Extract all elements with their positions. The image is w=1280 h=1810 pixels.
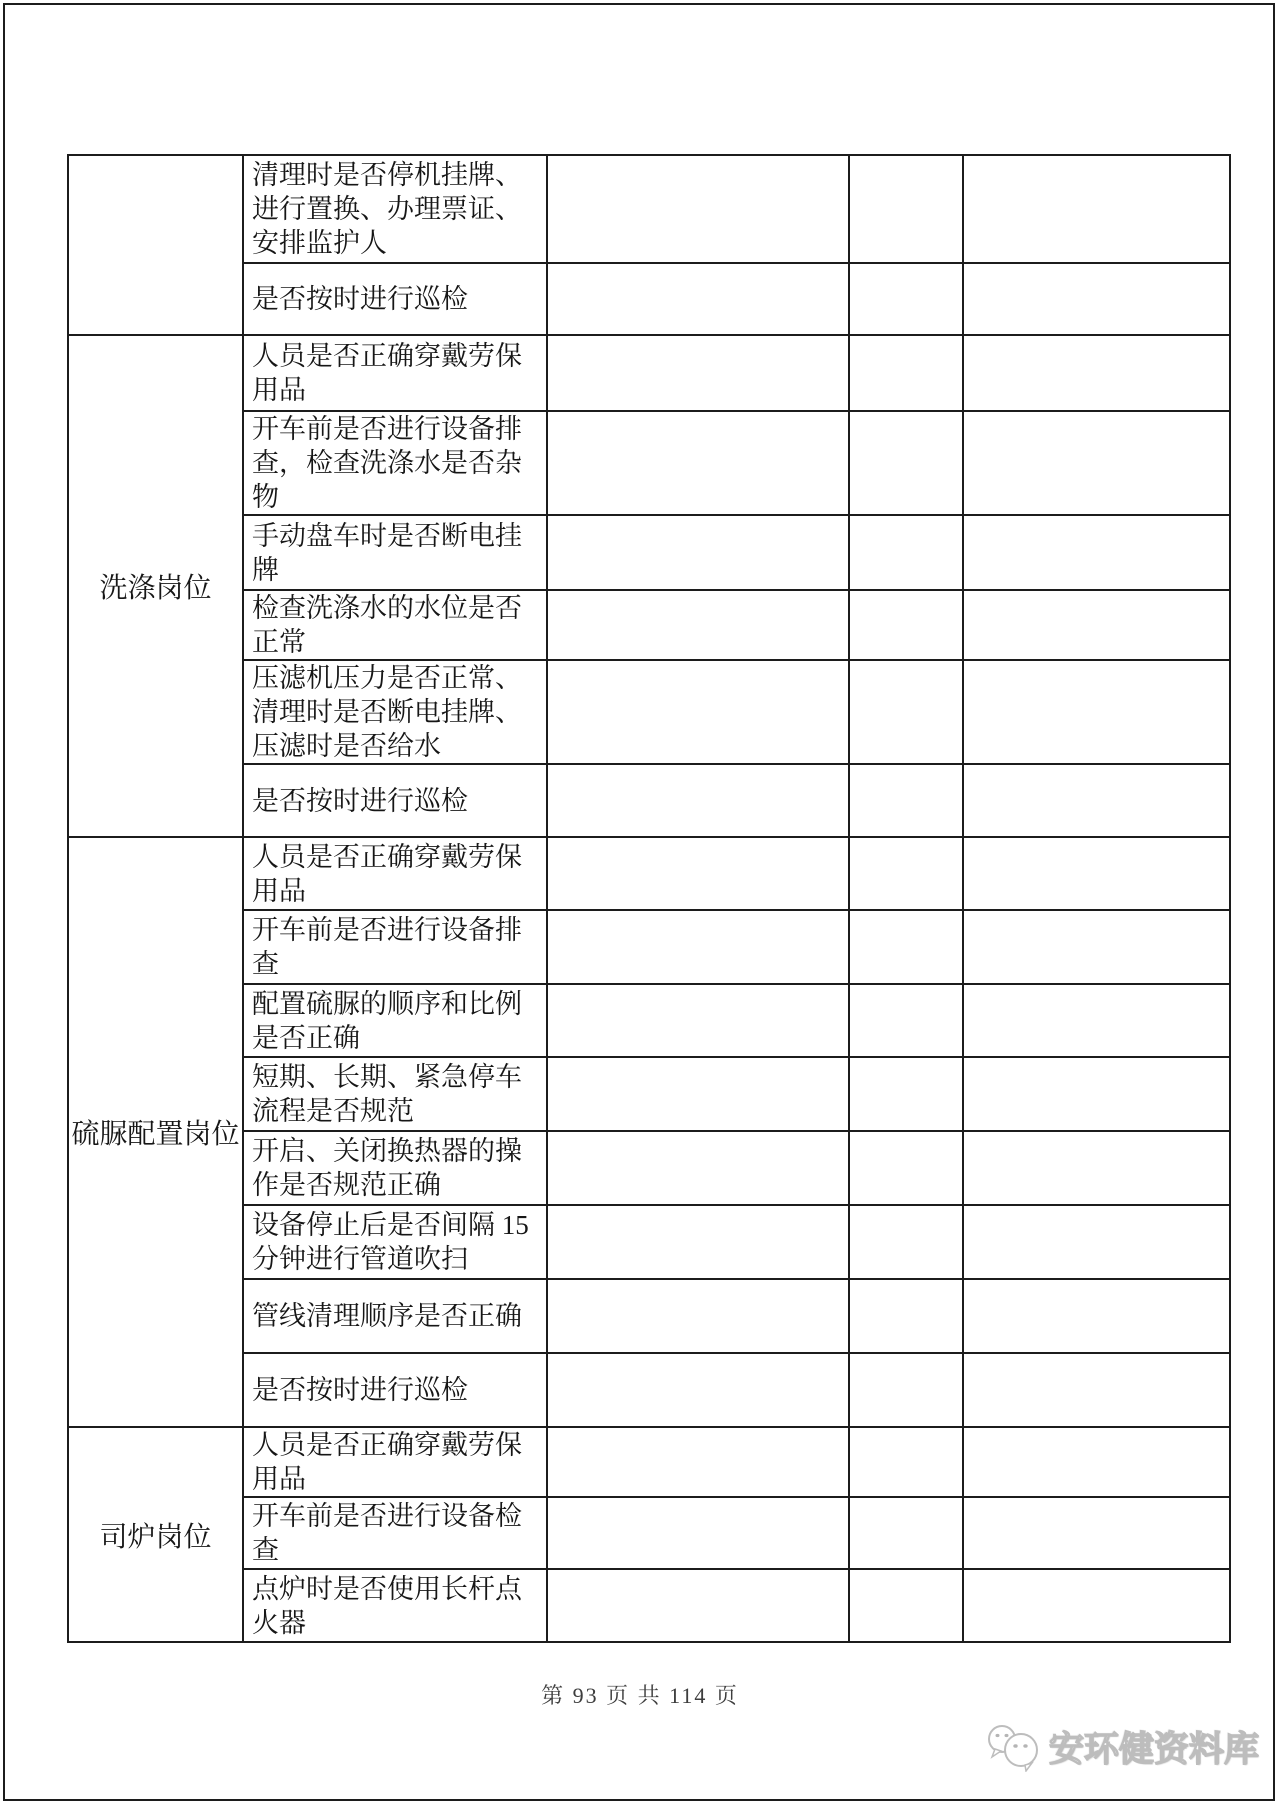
empty-cell [849,1279,963,1353]
table-row [68,660,1230,764]
empty-cell [963,1131,1230,1205]
empty-cell [963,515,1230,590]
empty-cell [547,411,849,515]
empty-cell [547,335,849,411]
empty-cell [849,1205,963,1279]
empty-cell [963,1569,1230,1642]
check-item-cell: 短期、长期、紧急停车流程是否规范 [243,1057,547,1131]
table-row [68,411,1230,515]
watermark-text: 安环健资料库 [1049,1730,1260,1769]
position-cell: 司炉岗位 [68,1427,243,1642]
empty-cell [547,660,849,764]
check-item-cell: 手动盘车时是否断电挂牌 [243,515,547,590]
empty-cell [547,1569,849,1642]
empty-cell [849,335,963,411]
check-item-cell: 清理时是否停机挂牌、进行置换、办理票证、安排监护人 [243,155,547,263]
empty-cell [547,764,849,837]
check-item-cell: 设备停止后是否间隔 15 分钟进行管道吹扫 [243,1205,547,1279]
empty-cell [963,335,1230,411]
empty-cell [963,411,1230,515]
check-item-cell: 检查洗涤水的水位是否正常 [243,590,547,660]
empty-cell [963,1205,1230,1279]
check-item-cell: 是否按时进行巡检 [243,764,547,837]
empty-cell [849,984,963,1057]
empty-cell [849,155,963,263]
page-number-footer: 第 93 页 共 114 页 [541,1683,739,1708]
inspection-checklist-table [67,154,1231,1643]
empty-cell [849,764,963,837]
check-item-cell: 开车前是否进行设备检查 [243,1497,547,1569]
table-row [68,590,1230,660]
empty-cell [547,837,849,910]
empty-cell [849,515,963,590]
empty-cell [963,764,1230,837]
empty-cell [849,1427,963,1497]
empty-cell [547,1057,849,1131]
empty-cell [849,837,963,910]
empty-cell [849,263,963,335]
check-item-cell: 人员是否正确穿戴劳保用品 [243,335,547,411]
empty-cell [963,1353,1230,1427]
empty-cell [849,1497,963,1569]
table-row [68,335,1230,411]
check-item-cell: 管线清理顺序是否正确 [243,1279,547,1353]
empty-cell [849,1353,963,1427]
empty-cell [547,1205,849,1279]
empty-cell [963,910,1230,984]
empty-cell [547,910,849,984]
table-row [68,1353,1230,1427]
empty-cell [963,263,1230,335]
position-cell [68,155,243,335]
check-item-cell: 点炉时是否使用长杆点火器 [243,1569,547,1642]
empty-cell [547,1131,849,1205]
empty-cell [547,1279,849,1353]
watermark [985,1722,1259,1772]
check-item-cell: 开车前是否进行设备排查，检查洗涤水是否杂物 [243,411,547,515]
empty-cell [547,590,849,660]
check-item-cell: 压滤机压力是否正常、清理时是否断电挂牌、压滤时是否给水 [243,660,547,764]
table-row [68,837,1230,910]
position-cell: 硫脲配置岗位 [68,837,243,1427]
empty-cell [963,155,1230,263]
check-item-cell: 配置硫脲的顺序和比例是否正确 [243,984,547,1057]
check-item-cell: 是否按时进行巡检 [243,263,547,335]
empty-cell [547,263,849,335]
empty-cell [963,984,1230,1057]
position-cell: 洗涤岗位 [68,335,243,837]
empty-cell [963,1497,1230,1569]
empty-cell [963,660,1230,764]
empty-cell [963,1279,1230,1353]
table-row [68,1427,1230,1497]
empty-cell [849,660,963,764]
empty-cell [547,1497,849,1569]
table-row [68,764,1230,837]
empty-cell [547,155,849,263]
table-row [68,1205,1230,1279]
check-item-cell: 开车前是否进行设备排查 [243,910,547,984]
empty-cell [547,984,849,1057]
table-row [68,515,1230,590]
table-row [68,1131,1230,1205]
empty-cell [849,411,963,515]
empty-cell [849,1569,963,1642]
table-row [68,1057,1230,1131]
table-row [68,155,1230,263]
empty-cell [963,837,1230,910]
empty-cell [849,910,963,984]
empty-cell [547,1427,849,1497]
chat-bubbles-watermark-icon [985,1722,1043,1772]
table-row [68,984,1230,1057]
empty-cell [849,1131,963,1205]
empty-cell [963,1427,1230,1497]
empty-cell [547,515,849,590]
empty-cell [849,1057,963,1131]
table-row [68,1569,1230,1642]
check-item-cell: 是否按时进行巡检 [243,1353,547,1427]
empty-cell [849,590,963,660]
empty-cell [963,590,1230,660]
check-item-cell: 人员是否正确穿戴劳保用品 [243,1427,547,1497]
check-item-cell: 人员是否正确穿戴劳保用品 [243,837,547,910]
empty-cell [963,1057,1230,1131]
check-item-cell: 开启、关闭换热器的操作是否规范正确 [243,1131,547,1205]
table-row [68,263,1230,335]
table-row [68,1497,1230,1569]
table-row [68,1279,1230,1353]
empty-cell [547,1353,849,1427]
table-row [68,910,1230,984]
